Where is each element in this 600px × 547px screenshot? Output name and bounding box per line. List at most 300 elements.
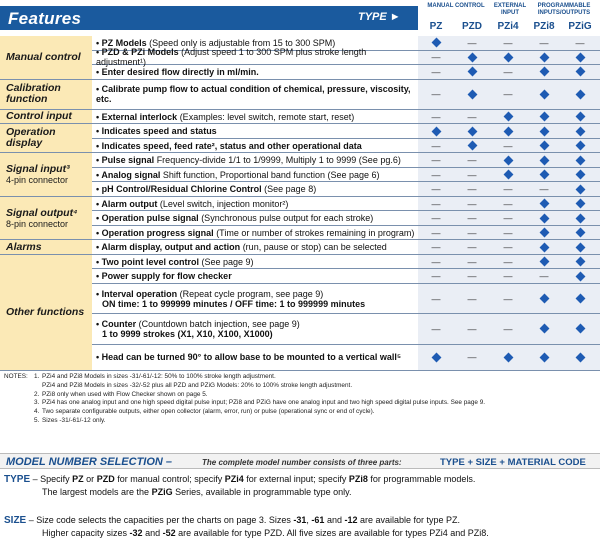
size-31: -31 — [293, 515, 307, 525]
not-available-dash: — — [539, 271, 549, 282]
diamond-icon — [575, 213, 585, 223]
feature-detail: (Speed only is adjustable from 15 to 300 SPM) — [146, 37, 336, 48]
feature-name: Two point level control — [101, 256, 199, 267]
feature-detail: (Repeat cycle program, see page 9) — [177, 288, 324, 299]
feature-line: • Two point level control (See page 9) — [96, 256, 254, 267]
feature-name: Power supply for flow checker — [101, 271, 232, 282]
feature-name: Calibrate pump flow to actual condition of chemical, pressure, viscosity, etc. — [96, 84, 411, 105]
available-diamond-icon — [526, 168, 562, 182]
not-available-dash: — — [431, 271, 441, 282]
feature-detail: (Countdown batch injection, see page 9) — [136, 318, 300, 329]
not-available-dash: — — [503, 37, 513, 48]
not-available-dash: — — [467, 213, 477, 224]
feature-name: Counter — [101, 318, 137, 329]
diamond-icon — [539, 352, 549, 362]
available-diamond-icon — [526, 51, 562, 65]
not-available-dash: — — [467, 198, 477, 209]
not-available-dash: — — [467, 242, 477, 253]
not-available-dash: — — [467, 227, 477, 238]
availability-cells — [418, 226, 600, 241]
diamond-icon — [575, 112, 585, 122]
diamond-icon — [575, 294, 585, 304]
feature-cell — [92, 153, 418, 168]
diamond-icon — [503, 352, 513, 362]
size-text: and — [324, 515, 345, 525]
note-number: 1. — [34, 373, 40, 380]
available-diamond-icon — [490, 51, 526, 65]
type-pzi4: PZi4 — [224, 474, 244, 484]
availability-cells — [418, 182, 600, 197]
available-diamond-icon — [526, 345, 562, 370]
notes-label — [4, 382, 34, 391]
category-cell — [0, 240, 92, 255]
available-diamond-icon — [562, 211, 598, 225]
available-diamond-icon — [526, 211, 562, 225]
feature-line: • Indicates speed and status — [96, 126, 217, 137]
available-diamond-icon — [562, 168, 598, 182]
type-text: or — [83, 474, 97, 484]
available-diamond-icon — [562, 314, 598, 343]
diamond-icon — [539, 155, 549, 165]
feature-name: Enter desired flow directly in ml/min. — [101, 66, 259, 77]
not-available-dash: — — [503, 66, 513, 77]
available-diamond-icon — [490, 110, 526, 124]
available-diamond-icon — [562, 255, 598, 269]
category-label: Calibration function — [6, 82, 61, 106]
type-text: for programmable models. — [367, 474, 476, 484]
note-text: PZi4 and PZi8 Models in sizes -32/-52 plus all PZD and PZiG Models: 20% to 100% stroke length adjustment. — [42, 381, 353, 389]
size-text: are available for type PZ. — [357, 515, 461, 525]
feature-cell — [92, 168, 418, 183]
type-text: Series, available in programmable type only. — [172, 487, 352, 497]
diamond-icon — [467, 89, 477, 99]
not-available-dash: — — [431, 66, 441, 77]
not-available-dash: — — [539, 37, 549, 48]
diamond-icon — [575, 126, 585, 136]
features-table — [0, 36, 600, 371]
model-heading: MODEL NUMBER SELECTION – — [6, 456, 173, 468]
feature-line: • Alarm output (Level switch, injection monitor²) — [96, 198, 289, 209]
availability-cells — [418, 80, 600, 110]
not-available-dash: — — [503, 140, 513, 151]
diamond-icon — [575, 67, 585, 77]
size-12: -12 — [344, 515, 358, 525]
feature-cell — [92, 255, 418, 270]
feature-cell — [92, 284, 418, 314]
model-formula: TYPE + SIZE + MATERIAL CODE — [440, 457, 586, 468]
not-available-dash: — — [539, 184, 549, 195]
feature-line: • PZD & PZi Models (Adjust speed 1 to 300 SPM plus stroke length adjustment¹) — [96, 47, 367, 68]
not-available-dash: — — [431, 140, 441, 151]
diamond-icon — [431, 38, 441, 48]
notes-label — [4, 408, 34, 417]
type-text: for external input; specify — [243, 474, 349, 484]
available-diamond-icon — [562, 197, 598, 211]
size-32: -32 — [129, 528, 143, 538]
availability-cells — [418, 314, 600, 344]
category-cell — [0, 153, 92, 197]
diamond-icon — [575, 199, 585, 209]
note-number — [34, 382, 42, 391]
feature-cell — [92, 345, 418, 371]
diamond-icon — [503, 170, 513, 180]
feature-name: Operation pulse signal — [101, 213, 199, 224]
category-cell — [0, 36, 92, 80]
not-available-dash: — — [467, 155, 477, 166]
available-diamond-icon — [526, 153, 562, 167]
feature-name: pH Control/Residual Chlorine Control — [101, 184, 262, 195]
category-cell — [0, 124, 92, 153]
size-text: are available for type PZD. All five sizes are available for types PZi4 and PZi8. — [175, 528, 489, 538]
not-available-dash: — — [503, 198, 513, 209]
model-number-selection-bar — [0, 453, 600, 469]
not-available-dash: — — [431, 169, 441, 180]
available-diamond-icon — [526, 110, 562, 124]
diamond-icon — [575, 271, 585, 281]
feature-cell — [92, 139, 418, 154]
available-diamond-icon — [526, 80, 562, 109]
feature-name: Indicates speed, feed rate², status and other operational data — [101, 140, 362, 151]
note-text: PZi4 has one analog input and one high speed digital pulse input; PZi8 and PZiG have one analog input and two high speed digital pulse inputs. See page 9. — [42, 399, 486, 407]
availability-cells — [418, 153, 600, 168]
note-text: PZi8 only when used with Flow Checker shown on page 5. — [42, 390, 208, 398]
size-section — [4, 514, 596, 539]
diamond-icon — [539, 170, 549, 180]
available-diamond-icon — [562, 182, 598, 196]
diamond-icon — [539, 228, 549, 238]
availability-cells — [418, 255, 600, 270]
feature-cell — [92, 197, 418, 212]
diamond-icon — [575, 228, 585, 238]
group-programmable: PROGRAMMABLE INPUTS/OUTPUTS — [537, 3, 591, 16]
type-pzi8: PZi8 — [348, 474, 368, 484]
available-diamond-icon — [562, 110, 598, 124]
size-text: and — [142, 528, 163, 538]
feature-line: • Enter desired flow directly in ml/min. — [96, 66, 259, 77]
available-diamond-icon — [454, 124, 490, 138]
not-available-dash: — — [467, 111, 477, 122]
type-section — [4, 473, 596, 498]
not-available-dash: — — [503, 89, 513, 100]
feature-line: • External interlock (Examples: level switch, remote start, reset) — [96, 111, 355, 122]
feature-cell — [92, 226, 418, 241]
type-label: TYPE ► — [358, 11, 401, 23]
type-pz: PZ — [72, 474, 84, 484]
diamond-icon — [431, 352, 441, 362]
available-diamond-icon — [490, 345, 526, 370]
available-diamond-icon — [490, 168, 526, 182]
diamond-icon — [539, 242, 549, 252]
feature-detail: (Synchronous pulse output for each stroke) — [198, 213, 374, 224]
feature-line: • Head can be turned 90° to allow base to be mounted to a vertical wall⁵ — [96, 352, 402, 363]
not-available-dash: — — [431, 184, 441, 195]
notes-label — [4, 399, 34, 408]
not-available-dash: — — [431, 323, 441, 334]
note-item — [4, 391, 596, 400]
features-header — [0, 0, 600, 34]
not-available-dash: — — [467, 256, 477, 267]
available-diamond-icon — [526, 284, 562, 313]
available-diamond-icon — [526, 314, 562, 343]
category-sublabel: 4-pin connector — [6, 175, 69, 186]
not-available-dash: — — [431, 227, 441, 238]
feature-name: Interval operation — [101, 288, 178, 299]
feature-detail: (See page 9) — [199, 256, 254, 267]
notes-label — [4, 417, 34, 426]
category-label: Manual control — [6, 50, 81, 63]
diamond-icon — [503, 112, 513, 122]
feature-line: • Calibrate pump flow to actual condition of chemical, pressure, viscosity, etc. — [96, 84, 411, 105]
diamond-icon — [539, 112, 549, 122]
available-diamond-icon — [562, 139, 598, 153]
features-title: Features — [8, 9, 82, 28]
feature-name: Analog signal — [101, 169, 161, 180]
note-number: 3. — [34, 399, 40, 407]
diamond-icon — [539, 89, 549, 99]
not-available-dash: — — [467, 169, 477, 180]
not-available-dash: — — [431, 89, 441, 100]
diamond-icon — [539, 67, 549, 77]
available-diamond-icon — [562, 240, 598, 254]
size-text: – Size code selects the capacities per the charts on page 3. Sizes — [26, 515, 294, 525]
feature-cell — [92, 65, 418, 80]
col-header-pzi8: PZi8 — [533, 21, 555, 32]
diamond-icon — [575, 184, 585, 194]
feature-cell — [92, 47, 418, 68]
feature-cell — [92, 110, 418, 125]
availability-cells — [418, 168, 600, 183]
not-available-dash: — — [503, 271, 513, 282]
diamond-icon — [467, 52, 477, 62]
category-label: Other functions — [6, 305, 85, 318]
size-52: -52 — [162, 528, 176, 538]
diamond-icon — [467, 141, 477, 151]
diamond-icon — [575, 89, 585, 99]
feature-line: • Interval operation (Repeat cycle program, see page 9) — [96, 288, 324, 299]
note-item — [4, 373, 596, 382]
available-diamond-icon — [418, 36, 454, 50]
size-text: Higher capacity sizes — [42, 528, 130, 538]
not-available-dash: — — [503, 213, 513, 224]
not-available-dash: — — [503, 256, 513, 267]
not-available-dash: — — [431, 198, 441, 209]
availability-cells — [418, 110, 600, 125]
availability-cells — [418, 51, 600, 66]
diamond-icon — [431, 126, 441, 136]
col-header-pz: PZ — [429, 21, 443, 32]
notes-label: NOTES: — [4, 373, 28, 380]
category-label: Signal input³ — [6, 163, 70, 176]
feature-line-2: 1 to 9999 strokes (X1, X10, X100, X1000) — [102, 328, 273, 339]
col-header-pzi4: PZi4 — [497, 21, 519, 32]
diamond-icon — [539, 52, 549, 62]
availability-cells — [418, 240, 600, 255]
feature-line: • Power supply for flow checker — [96, 271, 232, 282]
not-available-dash: — — [431, 213, 441, 224]
category-cell — [0, 255, 92, 371]
type-text: The largest models are the — [42, 487, 152, 497]
diamond-icon — [539, 257, 549, 267]
availability-cells — [418, 36, 600, 51]
not-available-dash: — — [431, 111, 441, 122]
feature-detail: (run, pause or stop) can be selected — [240, 242, 387, 253]
model-description: The complete model number consists of three parts: — [202, 458, 402, 467]
not-available-dash: — — [431, 155, 441, 166]
available-diamond-icon — [562, 51, 598, 65]
note-number: 4. — [34, 408, 40, 416]
feature-cell — [92, 211, 418, 226]
feature-detail: (Adjust speed 1 to 300 SPM plus stroke length adjustment¹) — [96, 47, 367, 68]
type-text: for manual control; specify — [114, 474, 225, 484]
available-diamond-icon — [562, 284, 598, 313]
feature-line: • Pulse signal Frequency-divide 1/1 to 1/9999, Multiply 1 to 9999 (See pg.6) — [96, 155, 401, 166]
feature-name: Indicates speed and status — [101, 126, 217, 137]
feature-line: • Indicates speed, feed rate², status and other operational data — [96, 140, 362, 151]
feature-cell — [92, 314, 418, 344]
available-diamond-icon — [526, 226, 562, 240]
diamond-icon — [575, 52, 585, 62]
feature-line-2: ON time: 1 to 999999 minutes / OFF time: 1 to 999999 minutes — [102, 298, 366, 309]
available-diamond-icon — [490, 153, 526, 167]
size-text: , — [306, 515, 312, 525]
available-diamond-icon — [562, 345, 598, 370]
note-item — [4, 382, 596, 391]
available-diamond-icon — [562, 153, 598, 167]
col-header-pzig: PZiG — [568, 21, 592, 32]
available-diamond-icon — [526, 139, 562, 153]
available-diamond-icon — [526, 197, 562, 211]
available-diamond-icon — [562, 80, 598, 109]
available-diamond-icon — [526, 240, 562, 254]
feature-name: Alarm display, output and action — [101, 242, 241, 253]
feature-name: Operation progress signal — [101, 227, 214, 238]
notes-label — [4, 391, 34, 400]
feature-name: Pulse signal — [101, 155, 155, 166]
feature-line: • Alarm display, output and action (run, pause or stop) can be selected — [96, 242, 387, 253]
available-diamond-icon — [562, 124, 598, 138]
category-label: Signal output⁴ — [6, 206, 78, 219]
feature-detail: Frequency-divide 1/1 to 1/9999, Multiply 1 to 9999 (See pg.6) — [154, 155, 401, 166]
not-available-dash: — — [575, 37, 585, 48]
not-available-dash: — — [503, 323, 513, 334]
diamond-icon — [575, 324, 585, 334]
feature-detail: (Examples: level switch, remote start, reset) — [177, 111, 355, 122]
not-available-dash: — — [467, 271, 477, 282]
col-header-pzd: PZD — [462, 21, 482, 32]
category-cell — [0, 110, 92, 125]
category-label: Control input — [6, 110, 72, 123]
diamond-icon — [539, 324, 549, 334]
available-diamond-icon — [562, 269, 598, 283]
feature-cell — [92, 80, 418, 110]
feature-name: PZD & PZi Models — [101, 47, 179, 58]
available-diamond-icon — [526, 124, 562, 138]
feature-name: PZ Models — [101, 37, 147, 48]
feature-name: External interlock — [101, 111, 178, 122]
type-text: – Specify — [30, 474, 73, 484]
size-61: -61 — [311, 515, 325, 525]
not-available-dash: — — [431, 52, 441, 63]
note-number: 2. — [34, 390, 40, 398]
size-key: SIZE — [4, 515, 27, 526]
available-diamond-icon — [562, 226, 598, 240]
availability-cells — [418, 124, 600, 139]
not-available-dash: — — [431, 256, 441, 267]
feature-cell — [92, 269, 418, 284]
feature-line: • Operation progress signal (Time or number of strokes remaining in program) — [96, 227, 415, 238]
available-diamond-icon — [418, 124, 454, 138]
category-label: Alarms — [6, 240, 42, 253]
availability-cells — [418, 197, 600, 212]
note-text: Sizes -31/-61/-12 only. — [42, 416, 106, 424]
feature-line: • Operation pulse signal (Synchronous pulse output for each stroke) — [96, 213, 374, 224]
feature-detail: Shift function, Proportional band function (See page 6) — [160, 169, 380, 180]
diamond-icon — [539, 126, 549, 136]
group-external-input: EXTERNAL INPUT — [493, 3, 527, 16]
available-diamond-icon — [454, 51, 490, 65]
notes — [4, 373, 596, 426]
available-diamond-icon — [490, 124, 526, 138]
feature-name: Head can be turned 90° to allow base to be mounted to a vertical wall⁵ — [101, 352, 402, 363]
category-cell — [0, 80, 92, 110]
diamond-icon — [539, 294, 549, 304]
diamond-icon — [539, 141, 549, 151]
diamond-icon — [503, 52, 513, 62]
note-number: 5. — [34, 416, 40, 424]
note-text: PZi4 and PZi8 Models in sizes -31/-61/-12: 50% to 100% stroke length adjustment. — [42, 373, 276, 380]
diamond-icon — [575, 257, 585, 267]
type-key: TYPE — [4, 474, 31, 485]
available-diamond-icon — [418, 345, 454, 370]
type-pzd: PZD — [96, 474, 115, 484]
category-cell — [0, 197, 92, 241]
note-item — [4, 417, 596, 426]
feature-line: • PZ Models (Speed only is adjustable from 15 to 300 SPM) — [96, 37, 336, 48]
type-line-2 — [4, 486, 596, 498]
not-available-dash: — — [503, 184, 513, 195]
available-diamond-icon — [562, 65, 598, 79]
type-pzig: PZiG — [151, 487, 173, 497]
available-diamond-icon — [526, 255, 562, 269]
not-available-dash: — — [467, 37, 477, 48]
category-sublabel: 8-pin connector — [6, 218, 69, 229]
not-available-dash: — — [467, 323, 477, 334]
feature-line: • Counter (Countdown batch injection, see page 9) — [96, 318, 300, 329]
feature-line: • pH Control/Residual Chlorine Control (See page 8) — [96, 184, 317, 195]
not-available-dash: — — [467, 184, 477, 195]
availability-cells — [418, 345, 600, 371]
diamond-icon — [575, 170, 585, 180]
diamond-icon — [503, 155, 513, 165]
diamond-icon — [539, 199, 549, 209]
diamond-icon — [467, 67, 477, 77]
feature-detail: (Level switch, injection monitor²) — [157, 198, 289, 209]
not-available-dash: — — [431, 293, 441, 304]
diamond-icon — [575, 155, 585, 165]
feature-cell — [92, 182, 418, 197]
note-item — [4, 408, 596, 417]
available-diamond-icon — [454, 139, 490, 153]
availability-cells — [418, 139, 600, 154]
diamond-icon — [539, 213, 549, 223]
availability-cells — [418, 284, 600, 314]
availability-cells — [418, 211, 600, 226]
note-item — [4, 399, 596, 408]
availability-cells — [418, 65, 600, 80]
group-manual-control: MANUAL CONTROL — [427, 3, 485, 9]
diamond-icon — [575, 141, 585, 151]
available-diamond-icon — [526, 65, 562, 79]
